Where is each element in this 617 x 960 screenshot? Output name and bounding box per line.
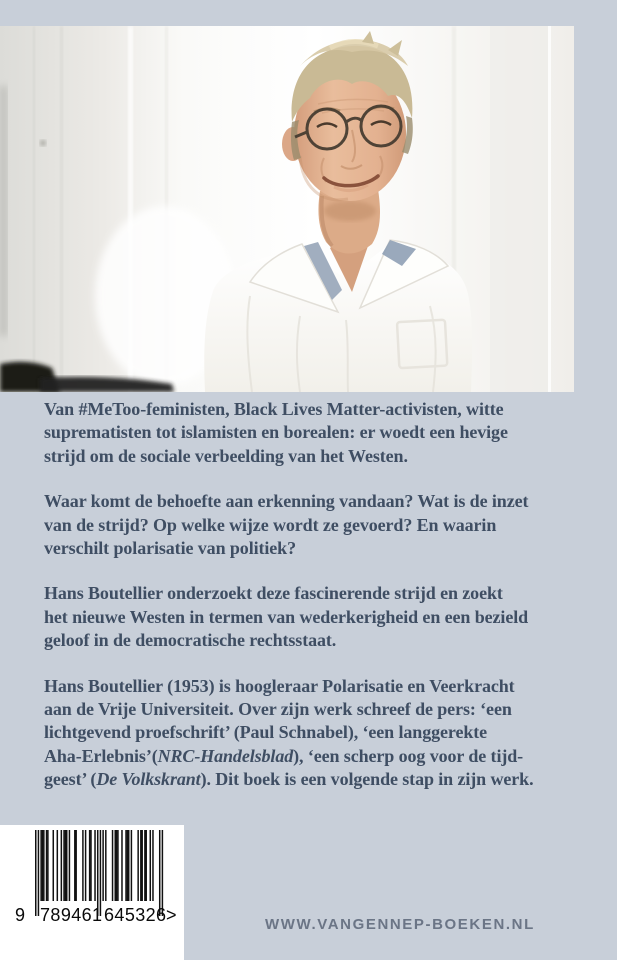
publisher-website-url: WWW.VANGENNEP-BOEKEN.NL	[265, 916, 535, 933]
author-photo-illustration	[0, 26, 574, 392]
barcode-bars	[0, 825, 184, 960]
isbn-group-left: 789461	[40, 905, 103, 925]
blurb-paragraph-2: Waar komt de behoefte aan erkenning vandaan? Wat is de inzet van de strijd? Op welke wijze wordt ze gevoerd? En waarin verschilt polarisatie van politiek?	[44, 491, 529, 559]
back-cover-blurb	[44, 398, 574, 814]
isbn-group-right: 645326	[104, 905, 167, 925]
blurb-paragraph-1: Van #MeToo-feministen, Black Lives Matter-activisten, witte suprematisten tot islamisten en borealen: er woedt een hevige strijd om de sociale verbeelding van het Westen.	[44, 399, 508, 466]
isbn-lead-digit: 9	[15, 905, 26, 925]
barcode-quiet-zone-arrow: >	[166, 905, 177, 925]
author-photo	[0, 26, 574, 392]
blurb-paragraph-3: Hans Boutellier onderzoekt deze fascinerende strijd en zoekt het nieuwe Westen in termen van wederkerigheid en een bezield geloof in de democratische rechtsstaat.	[44, 583, 529, 651]
author-bio-paragraph: Hans Boutellier (1953) is hoogleraar Polarisatie en Veerkracht aan de Vrije Universiteit. Over zijn werk schreef de pers: ‘een lichtgevend proefschrift’ (Paul Schnabel), ‘een langgerekte Aha-Erlebnis’(NRC-Handelsblad), ‘een scherp oog voor de tijd- geest’ (De Volkskrant). Dit boek is een volgende stap in zijn werk.	[44, 675, 534, 790]
isbn-number	[0, 905, 184, 929]
isbn-barcode	[0, 825, 184, 960]
door-knob	[40, 140, 46, 146]
